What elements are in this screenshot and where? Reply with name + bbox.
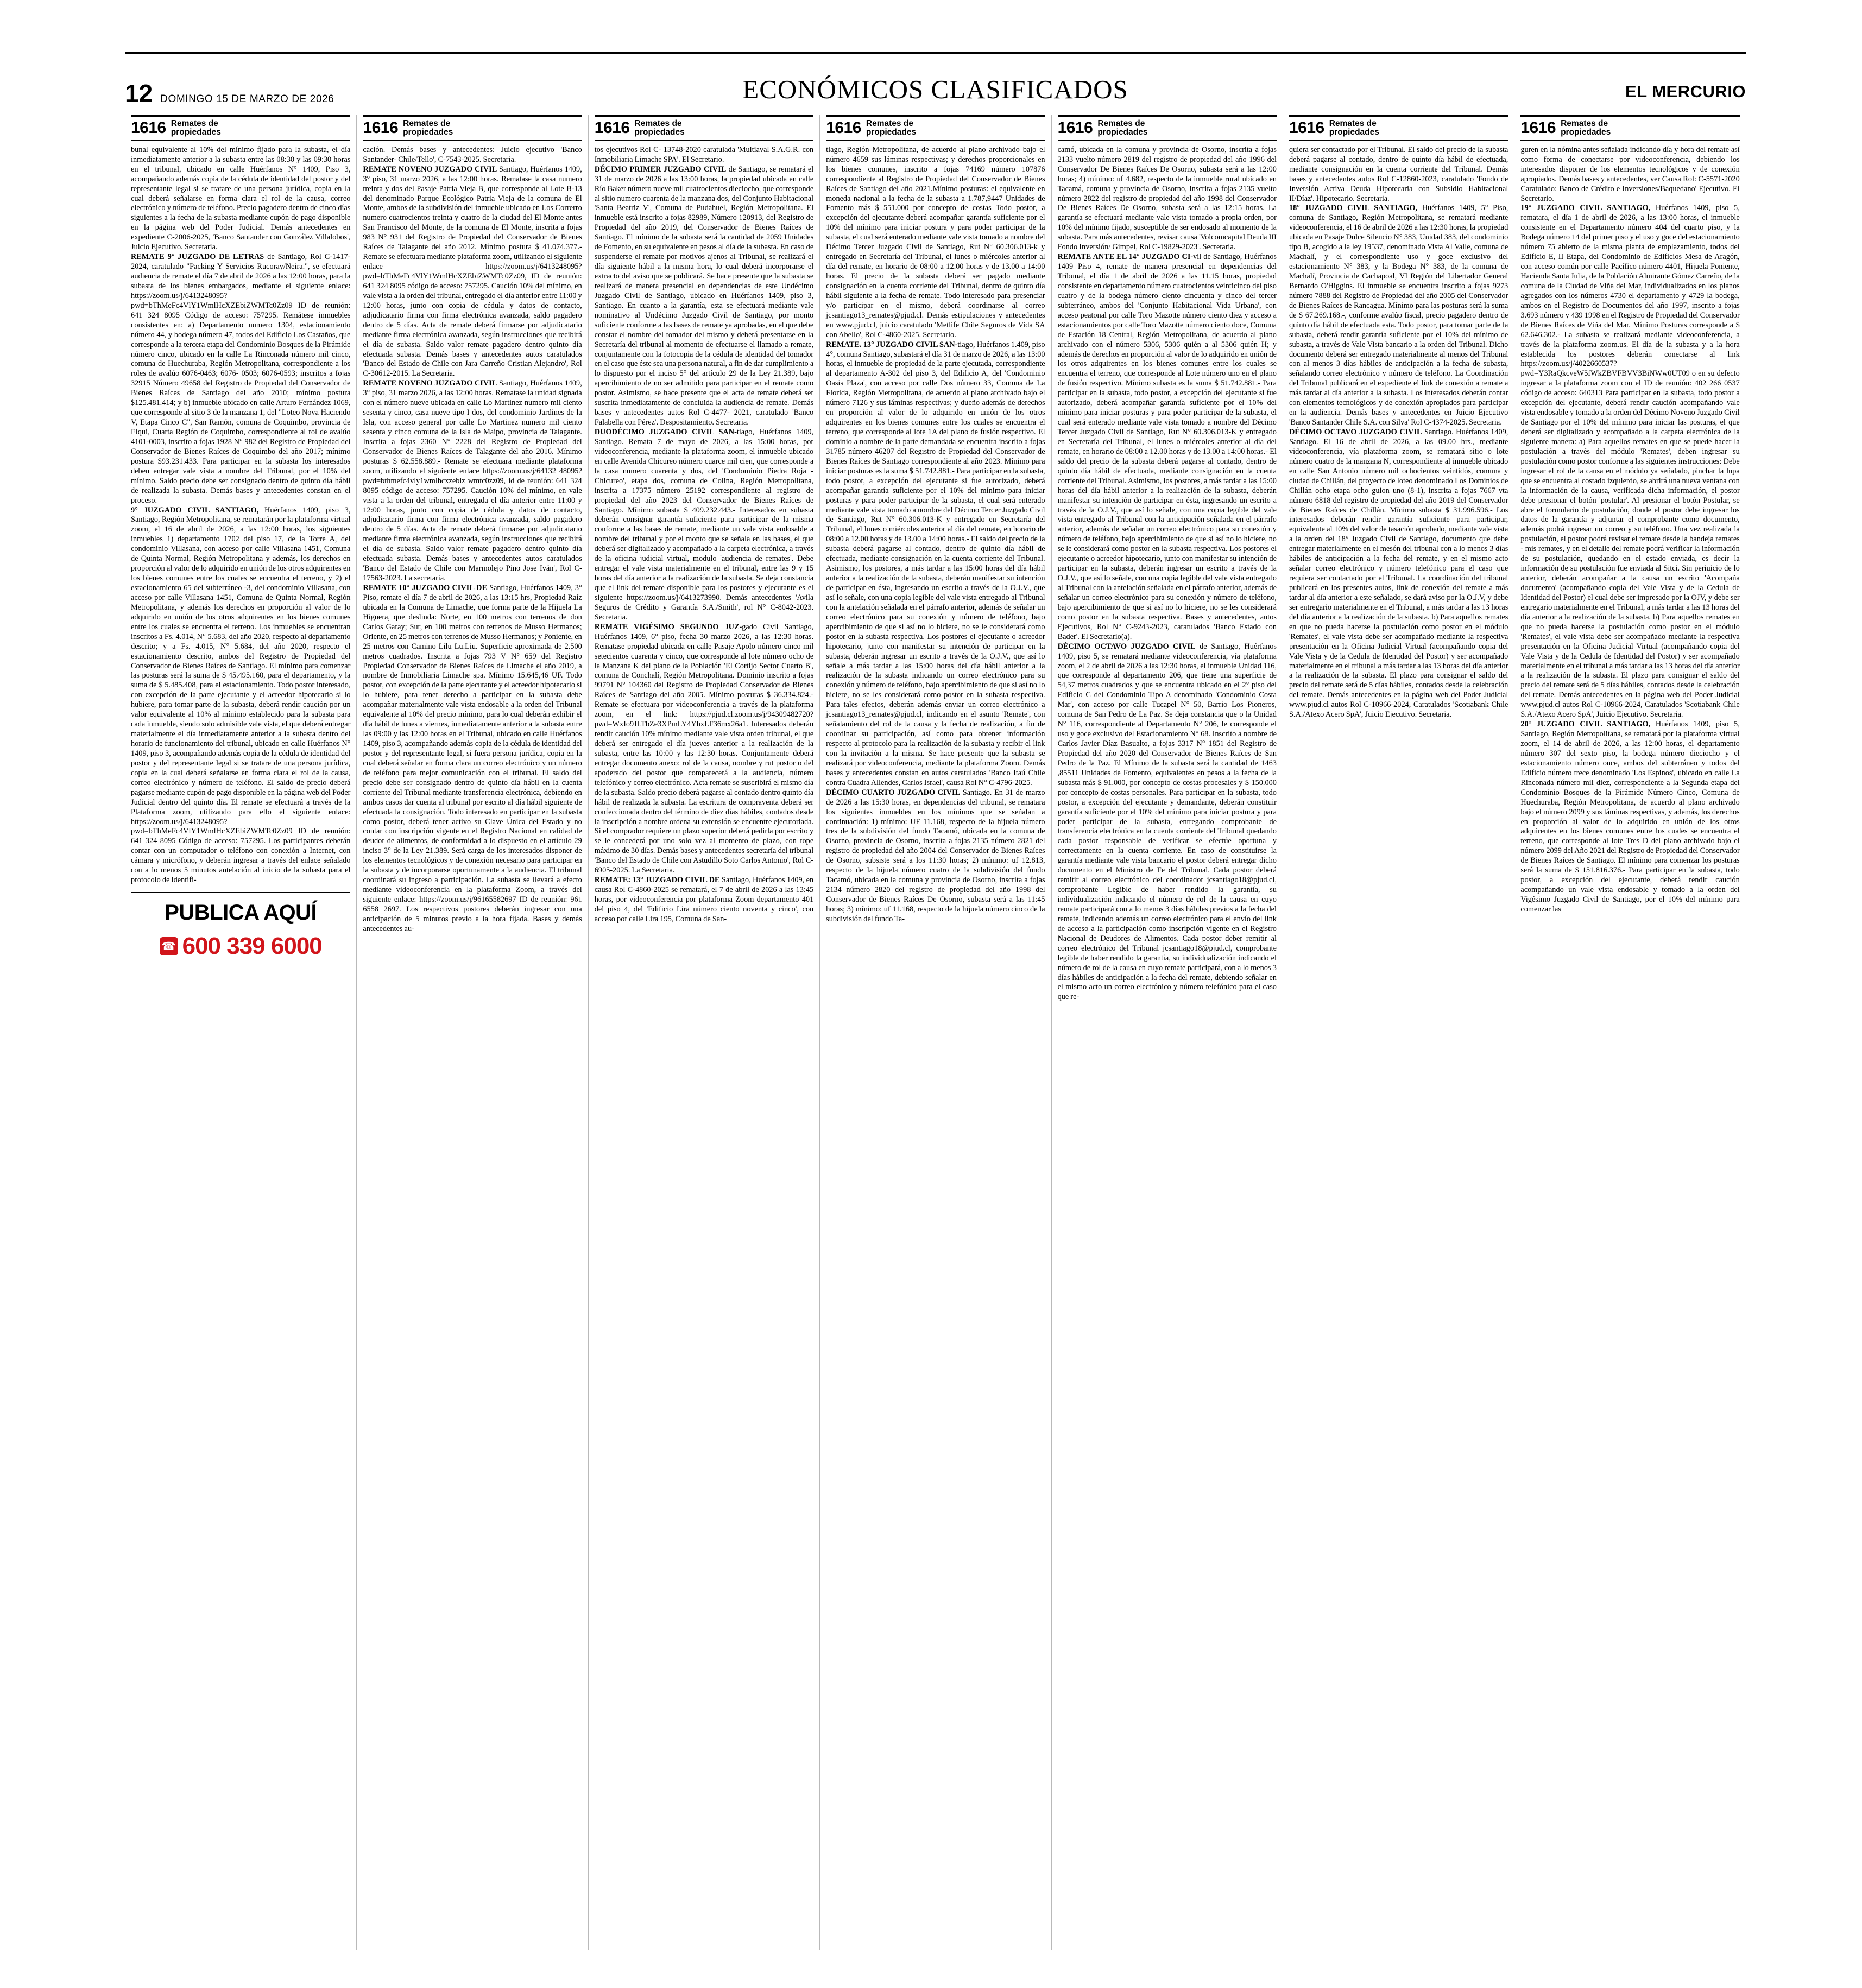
listing-lead: REMATE VIGÉSIMO SEGUNDO JUZ- [594, 622, 742, 631]
listing-lead: REMATE NOVENO JUZGADO CIVIL [363, 379, 497, 388]
listing-text: tiago, Región Metropolitana, de acuerdo al plano archivado bajo el número 4659 sus láminas respectivas; y derechos proporcionales en los bienes comunes, inscrito a fojas 74169 número 107876 correspondiente al Registro de Propiedad del Conservador de Bienes Raíces de Santiago del año 2021.Mínimo posturas: el equivalente en moneda nacional a la fecha de la subasta a 1.787,9447 Unidades de Fomento más $ 551.000 por concepto de costas Todo postor, a excepción del ejecutante deberá acompañar garantía suficiente por el 10% del mínimo para iniciar postura y para poder participar de la subasta, el cual será enterado mediante vale vista tomado a nombre del Décimo Tercer Juzgado Civil de Santiago, Rut N° 60.306.013-k y entregado en Secretaría del Tribunal, el lunes o miércoles anterior al día del remate, en horario de 08:00 a 12.00 horas y de 13.00 a 14:00 horas. El precio de la subasta deberá ser pagado mediante consignación en la cuenta corriente del Tribunal, dentro de quinto día hábil siguiente a la fecha de remate. Todo interesado para presenciar y/o participar en el mismo, deberá coordinarse al correo jcsantiago13_remates@pjud.cl. Demás estipulaciones y antecedentes en www.pjud.cl, juicio caratulado 'Metlife Chile Seguros de Vida SA con Abello', Rol C-4860-2025. Secretario. [826, 145, 1045, 339]
listing-lead: DUODÉCIMO JUZGADO CIVIL SAN- [594, 428, 737, 437]
column-5 [1051, 115, 1283, 1950]
section-label-line2: propiedades [1561, 128, 1611, 137]
section-label-line1: Remates de [634, 119, 682, 128]
publication-name: EL MERCURIO [1625, 82, 1746, 101]
section-label-line2: propiedades [634, 128, 685, 137]
listing-text: tos ejecutivos Rol C- 13748-2020 caratulada 'Multiaval S.A.G.R. con Inmobiliaria Limache SPA'. El Secretario. [594, 145, 814, 164]
listing-lead: 19° JUZGADO CIVIL SANTIAGO, [1520, 204, 1651, 213]
section-label [403, 119, 453, 137]
listing-text: Huérfanos 1409, 5° Piso, comuna de Santiago, Región Metropolitana, se rematará mediante videoconferencia, el 16 de abril de 2026 a las 12:30 horas, la propiedad ubicada en Pasaje Dulce Silencio N° 383, Unidad 383, del condominio tipo B, acogido a la ley 19537, denominado Vista Al Valle, comuna de Machalí, y el correspondiente uso y goce exclusivo del estacionamiento N° 383, y la Bodega N° 383, de la comuna de Machalí, Provincia de Cachapoal, VI Región del Libertador General Bernardo O'Higgins. El inmueble se encuentra inscrito a fojas 9273 número 7888 del Registro de Propiedad del año 2005 del Conservador de Bienes Raíces de Rancagua. Mínimo para las posturas será la suma de $ 67.269.168.-, conforme avalúo fiscal, precio pagadero dentro de quinto día hábil de efectuada esta. Todo postor, para tomar parte de la subasta, deberá rendir garantía suficiente por el 10% del mínimo de subasta, a través de Vale Vista bancario a la orden del Tribunal. Dicho documento deberá ser entregado materialmente al menos del Tribunal con al menos 3 días hábiles de anticipación a la fecha de subasta, señalando correo electrónico y número de teléfono. La Coordinación del Tribunal publicará en el expediente el link de conexión a remate a más tardar al día anterior a la subasta. Los interesados deberán contar con elementos tecnológicos y de conexión apropiados para participar en la audiencia. Demás bases y antecedentes en Juicio Ejecutivo 'Banco Santander Chile S.A. con Silva' Rol C-4374-2025. Secretaria. [1289, 204, 1508, 427]
ad-listing [1520, 204, 1739, 720]
ad-listing [1058, 252, 1277, 642]
section-header [1058, 115, 1277, 141]
listing-lead: 20° JUZGADO CIVIL SANTIAGO, [1520, 720, 1651, 729]
listing-text: tiago, Huérfanos 1409, Santiago. Remata 7 de mayo de 2026, a las 15:00 horas, por videoconferencia, mediante la plataforma zoom, el inmueble ubicado en calle Avenida Chicureo número cuarce mil cien, que corresponde a la casa numero cuarenta y dos, del 'Condominio Piedra Roja - Chicureo', etapa dos, comuna de Colina, Región Metropolitana, inscrita a 17375 número 25192 correspondiente al registro de propiedad del año 2023 del Conservador de Bienes Raíces de Santiago. Mínimo subasta $ 409.232.443.- Interesados en subasta deberán consignar garantía suficiente para participar de la misma conforme a las bases de remate, mediante un vale vista endosable a nombre del tribunal y por el monto que se señala en las bases, el que deberá ser digitalizado y acompañado a la carpeta electrónica, a través de la oficina judicial virtual, modulo 'audiencia de remates'. Debe entregar el vale vista materialmente en el tribunal, entre las 9 y 15 horas del día anterior a la realización de la subasta. Se deja constancia que el link del remate disponible para los postores y ejecutante es el siguiente https://zoom.us/j/6413273990. Demás antecedentes 'Avila Seguros de Crédito y Garantía S.A./Smith', rol N° C-8042-2023. Secretaria. [594, 428, 814, 622]
listing-lead: REMATE 9° JUZGADO DE LETRAS [131, 252, 264, 262]
section-label [635, 119, 685, 137]
column-4-body [826, 145, 1045, 925]
listing-text: tiago, Huérfanos 1.409, piso 4°, comuna Santiago, subastará el día 31 de marzo de 2026, a las 13:00 horas, el inmueble de propiedad de la parte ejecutada, correspondiente al departamento A-302 del piso 3, del Edificio A, del 'Condominio Oasis Plaza', con acceso por calle Dos número 33, Comuna de La Florida, Región Metropolitana, de acuerdo al plano archivado bajo el número 7126 y sus láminas respectivas; y dueño además de derechos en proporción al valor de lo adquirido en unión de los otros adquirentes en los bienes comunes entre los cuales se encuentra el terreno, que corresponde al lote 1A del plano de fusión respectivo. El dominio a nombre de la parte demandada se encuentra inscrito a fojas 31785 número 46207 del Registro de Propiedad del Conservador de Bienes Raíces de Santiago correspondiente al año 2023. Mínimo para iniciar posturas es la suma $ 51.742.881.- Para participar en la subasta, todo postor, a excepción del ejecutante si fue autorizado, deberá acompañar garantía suficiente por el 10% del mínimo para iniciar posturas y para poder participar de la subasta, el cual será enterado mediante vale vista tomado a nombre del Décimo Tercer Juzgado Civil de Santiago, Rut N° 60.306.013-K y entregado en Secretaría del Tribunal, el lunes o miércoles anterior al día del remate, en horario de 08:00 a 12.00 horas y de 13.00 a 14:00 horas.- El saldo del precio de la subasta deberá pagarse al contado, dentro de quinto día hábil de efectuada, mediante consignación en la cuenta corriente del Tribunal. Asimismo, los postores, a más tardar a las 15:00 horas del día hábil anterior a la realización de la subasta, deberán manifestar su intención de participar en ésta, ingresando un escrito a través de la O.J.V., que así lo señale, con una copia legible del vale vista entregado al Tribunal con la antelación señalada en el párrafo anterior, además de señalar un correo electrónico para su conexión y número de teléfono, bajo apercibimiento de que si así no lo hiciere, no se le considerará como postor en la subasta respectiva. Los postores el ejecutante o acreedor hipotecario, junto con manifestar su intención de participar en la subasta, deberán ingresar un escrito a través de la O.J.V., que así lo señale a más tardar a las 15:00 horas del día hábil anterior a la realización de la subasta indicando un correo electrónico para su conexión y número de teléfono, bajo apercibimiento de que si así no lo hiciere, no se les considerará como postor en la subasta respectiva. Para tales efectos, deberán además enviar un correo electrónico a jcsantiago13_remates@pjud.cl, indicando en el asunto 'Remate', con señalamiento del rol de la causa y la fecha de realización, a fin de coordinar su participación, así como para obtener información respecto al protocolo para la realización de la subasta y recibir el link con la invitación a la misma. Se hace presente que la subasta se realizará por videoconferencia, mediante la plataforma Zoom. Demás bases y antecedentes constan en autos caratulados 'Banco Itaú Chile contra Cuadra Allendes, Carlos Israel', causa Rol N° C-4796-2025. [826, 340, 1045, 787]
section-label-line2: propiedades [1097, 128, 1148, 137]
listing-lead: DÉCIMO PRIMER JUZGADO CIVIL [594, 164, 727, 174]
section-label-line2: propiedades [171, 128, 221, 137]
section-label-line1: Remates de [866, 119, 913, 128]
listing-text: gado Civil Santiago, Huérfanos 1409, 6° piso, fecha 30 marzo 2026, a las 12:30 horas. Rematase propiedad ubicada en calle Pasaje Apolo número cinco mil setecientos cuarenta y cinco, que corresponde al lote número ocho de la Manzana K del plano de la Población 'El Cortijo Sector Cuarto B', comuna de Conchalí, Región Metropolitana. Dominio inscrito a fojas 99791 N° 104360 del Registro de Propiedad Conservador de Bienes Raíces de Santiago del año 2005. Mínimo posturas $ 36.334.824.- Remate se efectuara por videoconferencia a través de la plataforma zoom, en el link: https://pjud.cl.zoom.us/j/94309482720?pwd=WxIo9JLTbZe3XPmLY4YhxLF36mx26a1. Interesados deberán rendir caución 10% mínimo mediante vale vista orden tribunal, el que deberá ser entregado el día jueves anterior a la realización de la subasta, entre las 10:00 y las 12:30 horas. Conjuntamente deberá entregar documento anexo: rol de la causa, nombre y rut postor o del apoderado del postor que comparecerá a la audiencia, número telefónico y correo electrónico. Acta remate se suscribirá el mismo día de la subasta. Saldo precio deberá pagarse al contado dentro quinto día hábil de realizada la subasta. La escritura de compraventa deberá ser confeccionada dentro del término de diez días hábiles, contados desde la inscripción a nombre ordena su extensión se encuentre ejecutoriada. Si el comprador requiere un plazo superior deberá pedirla por escrito y se le concederá por uno solo vez al momento de plazo, con tope máximo de 30 días. Demás bases y antecedentes secretaría del tribunal 'Banco del Estado de Chile con Astudillo Soto Carlos Antonio', Rol C-6905-2025. La Secretaria. [594, 622, 814, 875]
house-ad-title: PUBLICA AQUÍ [165, 901, 317, 925]
section-number: 1616 [1289, 119, 1324, 137]
listing-text: bunal equivalente al 10% del mínimo fijado para la subasta, el día inmediatamente anterior a la subasta entre las 08:30 y las 09:30 horas en el tribunal, ubicado en calle Huérfanos N° 1409, Piso 3, acompañando además copia de la cédula de identidad del postor y del representante legal si se tratare de una persona jurídica, copia en la cual deberá señalarse en forma clara el rol de la causa, correo electrónico y número de teléfono. Precio pagadero dentro de cinco días siguientes a la fecha de la subasta mediante cupón de pago disponible en la página web del Poder Judicial. Demás antecedentes en expediente C-2006-2025, 'Banco Santander con González Villalobos', Juicio Ejecutivo. Secretaria. [131, 145, 351, 252]
section-number: 1616 [131, 119, 166, 137]
ad-listing [1289, 204, 1508, 428]
section-number: 1616 [594, 119, 630, 137]
masthead [125, 52, 1746, 106]
ad-listing [1289, 428, 1508, 720]
listing-text: cación. Demás bases y antecedentes: Juicio ejecutivo 'Banco Santander- Chile/Tello', C-7543-2025. Secretaria. [363, 145, 582, 164]
listing-lead: REMATE ANTE EL 14° JUZGADO CI- [1057, 252, 1194, 262]
listing-lead: REMATE 10° JUZGADO CIVIL DE [363, 584, 487, 593]
listing-text: Santiago. En 31 de marzo de 2026 a las 15:30 horas, en dependencias del tribunal, se rematara los siguientes inmuebles en los mínimos que se señalan a continuación: 1) mínimo: UF 11.168, respecto de la hijuela número tres de la subdivisión del fundo Tacamó, ubicada en la comuna de Osorno, provincia de Osorno, inscrita a fojas 2135 número 2821 del registro de propiedad del año 2004 del Conservador de Bienes Raíces de Osorno, subsiste será a los 11:30 horas; 2) mínimo: uf 12.813, respecto de la hijuela número cuatro de la subdivisión del fundo Tacamó, ubicada en la comuna y provincia de Osorno, inscrita a fojas 2134 número 2820 del registro de propiedad del año 1998 del Conservador de Bienes Raíces De Osorno, subasta será a las 11:45 horas; 3) mínimo: uf 11.168, respecto de la hijuela número cinco de la subdivisión del fundo Ta- [826, 788, 1045, 923]
ad-listing [595, 876, 813, 925]
column-1-body [131, 145, 350, 885]
section-label [1329, 119, 1379, 137]
section-label-line1: Remates de [403, 119, 451, 128]
classifieds-columns [125, 115, 1746, 1950]
section-label-line1: Remates de [171, 119, 218, 128]
column-3-body [595, 145, 813, 925]
listing-text: de Santiago, Huérfanos 1409, piso 5, se rematará mediante videoconferencia, vía plataforma zoom, el 2 de abril de 2026 a las 12:30 horas, el inmueble Unidad 116, que corresponde al departamento 206, que tiene una superficie de 54,37 metros cuadrados y que se encuentra ubicado en el 2° piso del Edificio C del Condominio Tipo A denominado 'Condominio Costa Mar', con acceso por calle Tucapel N° 50, Barrio Los Pioneros, comuna de San Pedro de La Paz. Se deja constancia que o la Unidad N° 116, correspondiente al Departamento N° 206, le corresponde el uso y goce exclusivo del Estacionamiento N° 68. Inscrito a nombre de Carlos Javier Díaz Basualto, a fojas 3317 N° 1851 del Registro de Propiedad del año 2020 del Conservador de Bienes Raíces de San Pedro de la Paz. El Mínimo de la subasta será la cantidad de 1463 ,85511 Unidades de Fomento, equivalentes en pesos a la fecha de la subasta más $ 91.000, por concepto de costas procesales y $ 150.000 por concepto de costas personales. Para participar en la subasta, todo postor, a excepción del ejecutante y demandante, deberán constituir garantía suficiente por el 10% del mínimo para iniciar postura y para poder participar de la subasta, entregando comprobante de transferencia electrónica en la cuenta corriente del Tribunal quedando cada postor responsable de verificar se efectúe oportuna y correctamente en la cuenta corriente. En caso de constituirse la garantía mediante vale vista bancario el postor deberá entregar dicho documento en el Ministro de Fe del Tribunal. Cada postor deberá remitir al correo electrónico del coordinador jcsantiago18@pjud.cl, comprobante Legible de haber rendido la garantía, su individualización indicando el número de rol de la causa en cuyo remate participará con a lo menos 3 días hábiles previos a la fecha del remate, indicando además un correo electrónico para el envío del link de acceso a la participación como inscripción vigente en el Registro Nacional de Deudores de Alimentos. Cada postor deber remitir al correo electrónico del Tribunal jcsantiago18@pjud.cl, comprobante legible de haber rendido la garantía, su individualización indicando el número de rol de la causa en cuyo remate participará, con a lo menos 3 días hábiles de anticipación a la fecha del remate, debiendo señalar en el mismo acto un correo electrónico y número telefónico para el caso que re- [1057, 642, 1277, 1002]
column-4 [819, 115, 1051, 1950]
column-1 [125, 115, 356, 1950]
section-title: ECONÓMICOS CLASIFICADOS [742, 74, 1128, 104]
section-label [866, 119, 916, 137]
listing-lead: 18° JUZGADO CIVIL SANTIAGO, [1289, 204, 1418, 213]
page-number: 12 [125, 79, 153, 107]
listing-lead: 9° JUZGADO CIVIL SANTIAGO, [131, 505, 259, 515]
section-label-line1: Remates de [1561, 119, 1608, 128]
section-number: 1616 [363, 119, 399, 137]
listing-text: quiera ser contactado por el Tribunal. El saldo del precio de la subasta deberá pagarse al contado, dentro de quinto día hábil de efectuada, mediante consignación en la cuenta corriente del Tribunal. Demás bases y antecedentes autos Rol C-12860-2023, caratulado 'Fondo de Inversión Activa Deuda Hipotecaria con Subsidio Habitacional II/Díaz'. Hipotecario. Secretaria. [1289, 145, 1508, 203]
column-3 [588, 115, 819, 1950]
ad-listing [1058, 642, 1277, 1003]
ad-listing [595, 165, 813, 428]
listing-text: Santiago, Huérfanos 1409, 3° piso, 31 marzo 2026, a las 12:00 horas. Rematase la unidad signada con el número nueve ubicada en calle Lo Martinez numero mil ciento sesenta y cinco, casa nueve tipo I dos, del condominio Jardines de la Isla, con acceso general por calle Lo Martinez numero mil ciento sesenta y cinco comuna de la Isla de Maipo, provincia de Talagante. Inscrita a fojas 2360 N° 2228 del Registro de Propiedad del Conservador de Bienes Raíces de Talagante del año 2016. Mínimo posturas $ 62.558.889.- Remate se efectuara mediante plataforma zoom, utilizando el siguiente enlace https://zoom.us/j/64132 48095?pwd=bthmefc4vly1wmlhcxzebiz wmtc0zz09, id de reunión: 641 324 8095 código de acceso: 757295. Caución 10% del mínimo, en vale vista a la orden del tribunal, entregada el día anterior entre 11:00 y 12:00 horas, junto con copia de cédula y datos de contacto, adjudicatario firma con firma electrónica avanzada, saldo pagadero dentro de 5 días. Acta de remate deberá firmarse por adjudicatario mediante firma electrónica avanzada, según instrucciones que recibirá el día de subasta. Saldo valor remate pagadero dentro quinto día efectuada subasta. Demás bases y antecedentes autos caratulados 'Banco del Estado de Chile con Marmolejo Pino Jose Iván', Rol C-17563-2023. La secretaria. [363, 379, 582, 583]
section-label [1097, 119, 1147, 137]
section-label-line2: propiedades [1329, 128, 1379, 137]
house-ad[interactable] [131, 892, 350, 960]
ad-listing [826, 340, 1045, 788]
listing-text: guren en la nómina antes señalada indicando día y hora del remate así como forma de conectarse por videoconferencia, debiendo los interesados disponer de los elementos tecnológicos y de conexión apropiados. Demás bases y antecedentes, ver Causa Rol: C-5571-2020 Caratulado: Banco de Crédito e Inversiones/Baquedano' Ejecutivo. El Secretario. [1520, 145, 1740, 203]
column-2 [356, 115, 588, 1950]
ad-listing [1520, 145, 1739, 204]
ad-listing [131, 252, 350, 505]
section-label-line2: propiedades [403, 128, 453, 137]
listing-text: Santiago, Huérfanos 1409, 3° Piso, remate el día 7 de abril de 2026, a las 13:15 hrs, Propiedad Raíz ubicada en la Comuna de Limache, que forma parte de la Hijuela La Higuera, que deslinda: Norte, en 100 metros con terrenos de don Carlos Garay; Sur, en 100 metros con terrenos de Musso Hermanos; Oriente, en 25 metros con terrenos de Musso Hermanos; y Poniente, en 25 metros con Camino Lilu Lu.Liu. Superficie aproximada de 2.500 metros cuadrados. Inscrita a fojas 793 V N° 659 del Registro Propiedad Conservador de Bienes Raíces de Limache el año 2019, a nombre de Inmobiliaria Limache spa. Mínimo 15.645,46 UF. Todo postor, con excepción de la parte ejecutante y el acreedor hipotecario si lo hubiere, para tener derecho a participar en la subasta debe acompañar materialmente vale vista endosable a la orden del Tribunal equivalente al 10% del precio mínimo, para lo cual deberán exhibir el día hábil de lunes a viernes, inmediatamente anterior a la subasta entre las 09:00 y las 12:00 horas en el Tribunal, ubicado en calle Huérfanos 1409, piso 3, acompañando además copia de la cédula de identidad del postor y del representante legal, si fuera persona jurídica, copia en la cual deberá señalar en forma clara un correo electrónico y un número de teléfono para mejor comunicación con el tribunal. El saldo del precio debe ser consignado dentro de quinto día hábil en la cuenta corriente del Tribunal mediante transferencia electrónica, debiendo en ambos casos dar cuenta al tribunal por escrito al día hábil siguiente de efectuada la consignación. Todo interesado en participar en la subasta como postor, deberá tener activo su Clave Única del Estado y no contar con inscripción vigente en el Registro Nacional en calidad de deudor de alimentos, de conformidad a lo dispuesto en el artículo 29 inciso 3° de la Ley 21.389. Será carga de los interesados disponer de los elementos tecnológicos y de conexión necesario para participar en la subasta y de incorporarse oportunamente a la audiencia. El tribunal coordinará su ingreso a participación. La subasta se llevará a efecto mediante videoconferencia en la plataforma Zoom, a través del siguiente enlace: https://zoom.us/j/96165582697 ID de reunión: 961 6558 2697. Los respectivos postores deberán ingresar con una anticipación de 5 minutos previo a la hora fijada. Bases y demás antecedentes au- [363, 584, 582, 933]
section-number: 1616 [1520, 119, 1556, 137]
section-header [1289, 115, 1508, 141]
house-ad-phone: 600 339 6000 [182, 933, 322, 960]
listing-lead: DÉCIMO CUARTO JUZGADO CIVIL [826, 788, 961, 797]
ad-listing [1289, 145, 1508, 204]
ad-listing [826, 788, 1045, 925]
section-header [826, 115, 1045, 141]
listing-text: Huérfanos 1409, piso 5, rematara, el día 1 de abril de 2026, a las 13:00 horas, el inmueble consistente en el Departamento número 404 del cuarto piso, y la Bodega número 14 del primer piso y el uso y goce del estacionamiento número 75 abierto de la misma planta de emplazamiento, todos del Edificio E, II Etapa, del Condominio de Edificios Mesa de Aragón, con acceso común por calle Pacífico número 4401, Hijuela Poniente, Hacienda Santa Julia, de la Población Almirante Gómez Carreño, de la comuna de la Ciudad de Viña del Mar, individualizados en los planos agregados con los números 4730 el departamento y 4729 la bodega, ambos en el Registro de Documentos del año 1997, inscrito a fojas 3.693 número y 439 1998 en el Registro de Propiedad del Conservador de Bienes Raíces de Viña del Mar. Mínimo Posturas corresponde a $ 62.646.302.- La subasta se realizará mediante videoconferencia, a través de la plataforma zoom.us. El día de la subasta y a la hora establecida los postores deberán conectarse al link https://zoom.us/j/4022660537?pwd=Y3RaQkcveW5fWkZBVFBVV3BiNWw0UT09 o en su defecto ingresar a la plataforma zoom con el ID de reunión: 402 266 0537 código de acceso: 640313 Para participar en la subasta, todo postor a excepción del ejecutante, deberá rendir caución acompañando vale vista endosable y tomado a la orden del Décimo Noveno Juzgado Civil de Santiago por el 10% del mínimo para iniciar las posturas, el que deberá ser digitalizado y acompañado a la carpeta electrónica de la siguiente manera: a) Para aquellos remates en que se puede hacer la postulación a través del módulo 'Remates', deben ingresar su postulación como postor conforme a las siguientes instrucciones: Debe ingresar el rol de la causa en el módulo ya señalado, pinchar la lupa que se encuentra al costado izquierdo, se abrirá una nueva ventana con la información de la causa, verificada dicha información, el postor debe presionar el botón 'postular'. Al presionar el botón Postular, se abre el formulario de postulación, donde el postor debe ingresar los datos de la garantía y adjuntar el comprobante como documento, además podrá ingresar un correo y su teléfono. Una vez realizada la postulación, el postor podrá revisar el remate desde la bandeja remates - mis remates, y en el detalle del remate podrá verificar la información de su postulación, quedando en el estado enviada, es decir la información de su postulación fue enviada al Sitci. Sin periuicio de lo anterior, deberán acompañar a la causa un escrito 'Acompaña documento' (acompañando copia del Vale Vista y de la Cedula de Identidad del Postor) el cual debe ser impresado por la OJV, y debe ser entregario materialmente en el Tribunal, a más tardar a las 13 horas del día anterior a la realización de la subasta. b) Para aquellos remates en que no pueda hacerse la postulación como postor en el módulo 'Remates', el vale vista debe ser acompañado mediante la respectiva presentación en la Oficina Judicial Virtual (acompañando copia del Vale Vista y de la Cedula de Identidad del Postor) y ser acompañado materialmente en el tribunal a más tardar a las 13 horas del día anterior a la realización de la subasta. El plazo para consignar el saldo del precio del remate será de 5 días hábiles, contados desde la celebración del remate. Demás antecedentes en la página web del Poder Judicial www.pjud.cl autos Rol C-10966-2024, Caratulados 'Scotiabank Chile S.A./Atexo Acero SpA', Juicio Ejecutivo. Secretaria. [1520, 204, 1740, 719]
section-label [171, 119, 221, 137]
section-label-line1: Remates de [1329, 119, 1377, 128]
listing-lead: DÉCIMO OCTAVO JUZGADO CIVIL [1057, 642, 1196, 651]
section-header [595, 115, 813, 141]
ad-listing [363, 379, 582, 584]
house-ad-phone-row [131, 933, 350, 960]
ad-listing [595, 623, 813, 876]
section-label-line1: Remates de [1097, 119, 1145, 128]
column-6-body [1289, 145, 1508, 720]
phone-icon: ☎ [160, 937, 178, 955]
ad-listing [131, 145, 350, 252]
listing-lead: REMATE. 13° JUZGADO CIVIL SAN- [826, 340, 958, 349]
listing-text: Huérfanos 1409, piso 3, Santiago, Región Metropolitana, se rematarán por la plataforma virtual zoom, el 16 de abril de 2026, a las 12:00 horas, los siguientes inmuebles 1) departamento 1702 del piso 17, de la Torre A, del condominio Villasana, con acceso por calle Villasana 1451, Comuna de Quinta Normal, Región Metropolitana y además, los derechos en proporción al valor de lo adquirido en unión de los otros adquirentes en los bienes comunes entre los cuales se encuentra el terreno, y 2) el estacionamiento 65 del subterráneo -3, del condominio Villasana, con acceso por calle Villasana 1451, Comuna de Quinta Normal, Región Metropolitana, y además los derechos en proporción al valor de lo adquirido en unión de los otros adquirentes en los bienes comunes entre los cuales se encuentra el terreno. Los inmuebles se encuentran inscritos a Fs. 4.014, N° 5.683, del año 2020, respecto al departamento descrito; y a Fs. 4.015, N° 5.684, del año 2020, respecto el estacionamiento descrito, ambos del Registro de Propiedad del Conservador de Bienes Raíces de Santiago. El mínimo para comenzar las posturas será la suma de $ 45.495.160, para el departamento, y la suma de $ 5.485.408, para el estacionamiento. Todo postor interesado, con excepción de la parte ejecutante y el acreedor hipotecario si lo hubiere, para tomar parte de la subasta, deberá rendir caución por un valor equivalente al 10% al mínimo establecido para la subasta para cada inmueble, siendo solo admisible vale vista, el que deberá entregar materialmente el día inmediatamente anterior a la subasta dentro del horario de funcionamiento del tribunal, ubicado en calle Huérfanos N° 1409, piso 3, acompañando además copia de la cédula de identidad del postor y del representante legal si se tratare de una persona jurídica, copia en la cual deberá señalarse en forma clara el rol de la causa, correo electrónico y número de teléfono. El saldo de precio deberá pagarse mediante cupón de pago disponible en la página web del Poder Judicial dentro del quinto día. El remate se efectuará a través de la Plataforma zoom, utilizando para ello el siguiente enlace: https://zoom.us/j/6413248095?pwd=bThMeFc4VlY1WmlHcXZEbiZWMTc0Zz09 ID de reunión: 641 324 8095 Código de acceso: 757295. Los participantes deberán contar con un computador o teléfono con conexión a Internet, con cámara y micrófono, y deberán ingresar a través del enlace señalado con a lo menos 5 minutos antelación al inicio de la subasta para el protocolo de identifi- [131, 505, 351, 885]
listing-text: Santiago, Huérfanos 1409, en causa Rol C-4860-2025 se rematará, el 7 de abril de 2026 a las 13:45 horas, por videoconferencia por plataforma Zoom departamento 401 del piso 4, del 'Edificio Lira número ciento noventa y cinco', con acceso por calle Lira 195, Comuna de San- [594, 876, 814, 923]
column-6 [1283, 115, 1514, 1950]
listing-lead: REMATE NOVENO JUZGADO CIVIL [363, 164, 497, 174]
column-7-body [1520, 145, 1739, 915]
listing-lead: REMATE: 13° JUZGADO CIVIL DE [594, 876, 720, 885]
listing-text: Santiago. Huérfanos 1409, Santiago. El 16 de abril de 2026, a las 09.00 hrs., mediante videoconferencia, vía plataforma zoom, se rematará sitio o lote número cuatro de la manzana N, correspondiente al inmueble ubicado en calle San Antonio número mil ochocientos veintidós, comuna y ciudad de Chillán, del proyecto de loteo denominado Los Dominios de Chillán ocho etapa ocho guion uno (8-1), inscrita a fojas 7667 vta número 6818 del registro de propiedad del año 2019 del Conservador de Bienes Raíces de Chillán. Mínimo subasta $ 31.996.596.- Los interesados deberán rendir garantía suficiente para participar, equivalente al 10% del valor de tasación aprobado, mediante vale vista a la orden del 18° Juzgado Civil de Santiago, documento que debe entregar materialmente en el mesón del tribunal con a lo menos 3 días hábiles de anticipación a la fecha del remate, y en el mismo acto señalar correo electrónico y número telefónico para el caso que requiera ser contactado por el Tribunal. La coordinación del tribunal publicará en los presentes autos, link de conexión del remate a más tardar al día anterior a este señalado, se dará aviso por la O.J.V, y debe ser entregario materialmente en el Tribunal, a más tardar a las 13 horas del día anterior a la realización de la subasta. b) Para aquellos remates en que no pueda hacerse la postulación como postor en el módulo 'Remates', el vale vista debe ser acompañado mediante la respectiva presentación en la Oficina Judicial Virtual (acompañando copia del Vale Vista y de la Cedula de Identidad del Postor) y ser acompañado materialmente en el tribunal a más tardar a las 13 horas del día anterior a la realización de la subasta. El plazo para consignar el saldo del precio del remate será de 5 días hábiles, contados desde la celebración del remate. Demás antecedentes en la página web del Poder Judicial www.pjud.cl autos Rol C-10966-2024, Caratulados 'Scotiabank Chile S.A./Atexo Acero SpA', Juicio Ejecutivo. Secretaria. [1289, 428, 1508, 719]
section-header [1520, 115, 1739, 141]
section-header [363, 115, 582, 141]
listing-text: de Santiago, Rol C-1417-2024, caratulado "Packing Y Servicios Rucoray/Neira.", se efectuará audiencia de remate el día 7 de abril de 2026 a las 12:00 horas, para la subasta de los bienes embargados, mediante el siguiente enlace: https://zoom.us/j/6413248095?pwd=bThMeFc4VlY1WmlHcXZEbiZWMTc0Zz09 ID de reunión: 641 324 8095 Código de acceso: 757295. Remátese inmuebles consistentes en: a) Departamento numero 1304, estacionamiento número 44, y bodega número 47, todos del Edificio Los Castaños, que corresponde a la tercera etapa del Condominio Bosques de la Pirámide número cinco, ubicado en la calle La Rinconada número mil cinco, comuna de Huechuraba, Región Metropolitana, correspondiente a los roles de avalúo 6076-0463; 6076- 0503; 6076-0593; inscritos a fojas 32915 Número 49658 del Registro de Propiedad del Conservador de Bienes Raíces de Santiago del año 2010; mínimo postura $125.481.414; y b) inmueble ubicado en calle Arturo Fernández 1069, que corresponde al sitio 3 de la manzana 1, del "Loteo Nova Haciendo V, Etapa Cinco C", San Ramón, comuna de Coquimbo, provincia de Elqui, Cuarta Región de Coquimbo, correspondiente al rol de avalúo 4101-0003, inscrito a fojas 1928 N° 982 del Registro de Propiedad del Conservador de Bienes Raíces de Coquimbo del año 2017; mínimo postura $93.231.433. Para participar en la subasta los interesados deben entregar vale vista a nombre del Tribunal, por el 10% del mínimo. Saldo precio debe ser consignado dentro de quinto día hábil de realizada la subasta. Demás bases y antecedentes constan en el proceso. [131, 252, 351, 505]
listing-lead: DÉCIMO OCTAVO JUZGADO CIVIL [1289, 428, 1422, 437]
listing-text: vil de Santiago, Huérfanos 1409 Piso 4, remate de manera presencial en dependencias del Tribunal, el día 1 de abril de 2026 a las 11.15 horas, propiedad consistente en departamento número cuatrocientos veinticinco del piso cuatro y de la bodega número ciento cincuenta y cinco del tercer subterráneo, ambos del 'Conjunto Habitacional Vida Urbana', con acceso peatonal por calle Toro Mazotte número ciento diez y acceso a estacionamientos por calle Toro Mazotte número ciento doce, Comuna de Estación 18 Central, Región Metropolitana, de acuerdo al plano archivado con el número 5306, 5306 quién a al 5306 quién H; y además de derechos en proporción al valor de lo adquirido en unión de los otros adquirentes en los bienes comunes entre los cuales se encuentra el terreno, que corresponde al Lote número uno en el plano de fusión respectivo. Mínimo subasta es la suma $ 51.742.881.- Para participar en la subasta, todo postor, a excepción del ejecutante si fue autorizado, deberá acompañar garantía suficiente por el 10% del mínimo para iniciar posturas y para poder participar de la subasta, el cual será enterado mediante vale vista tomado a nombre del Décimo Tercer Juzgado Civil de Santiago, Rut N° 60.306.013-K y entregado en Secretaría del Tribunal, el lunes o miércoles anterior al día del remate, en horario de 08:00 a 12.00 horas y de 13.00 a 14:00 horas.- El saldo del precio de la subasta deberá pagarse al contado, dentro de quinto día hábil de efectuada, mediante consignación en la cuenta corriente del Tribunal. Asimismo, los postores, a más tardar a las 15:00 horas del día hábil anterior a la realización de la subasta, deberán manifestar su intención de participar en ésta, ingresando un escrito a través de la O.J.V., que así lo señale, con una copia legible del vale vista entregado al Tribunal con la anticipación señalada en el párrafo anterior, además de señalar un correo electrónico para su conexión y número de teléfono, bajo apercibimiento de que si así no lo hiciere, no se le considerará como postor en la subasta respectiva. Los postores el ejecutante o acreedor hipotecario, junto con manifestar su intención de participar en la subasta, deberán ingresar un escrito a través de la O.J.V., que así lo señale, con una copia legible del vale vista entregado al Tribunal con la antelación señalada en el párrafo anterior, además de señalar un correo electrónico para su conexión y número de teléfono, bajo apercibimiento de que si así no lo hiciere, no se les considerará como postor en la subasta respectiva. Bases y antecedentes, autos Ejecutivos, Rol N° C-9243-2023, caratulados 'Banco Estado con Bader'. El Secretario(a). [1057, 252, 1277, 641]
ad-listing [363, 165, 582, 379]
issue-date: DOMINGO 15 DE MARZO DE 2026 [160, 93, 334, 105]
ad-listing [595, 428, 813, 623]
ad-listing [1058, 145, 1277, 252]
column-5-body [1058, 145, 1277, 1003]
section-number: 1616 [826, 119, 861, 137]
listing-text: Santiago, Huérfanos 1409, 3° piso, 31 marzo 2026, a las 12:00 horas. Rematase la casa numero treinta y dos del Pasaje Patria Vieja B, que corresponde al Lote B-13 del denominado Parque Ecológico Patria Vieja de la comuna de El Monte, ambos de la subdivisión del inmueble ubicado en Los Correrro numero cuatrocientos treinta y cuatro de la ciudad del El Monte antes San Francisco del Monte, de la comuna de El Monte, inscrita a fojas 983 N° 931 del Registro de Propiedad del Conservador de Bienes Raíces de Talagante del año 2012. Mínimo postura $ 41.074.377.- Remate se efectuara mediante plataforma zoom, utilizando el siguiente enlace https://zoom.us/j/6413248095?pwd=bThMeFc4VlY1WmlHcXZEbiZWMTc0Zz09, ID de reunión: 641 324 8095 código de acceso: 757295. Caución 10% del mínimo, en vale vista a la orden del tribunal, entregado el día anterior entre 11:00 y 12:00 horas, junto con copia de cédula y datos de contacto, adjudicatario firma con firma electrónica avanzada, saldo pagadero dentro de 5 días. Acta de remate deberá firmarse por adjudicatario mediante firma electrónica avanzada, según instrucciones que recibirá el día de subasta. Saldo valor remate pagadero dentro quinto día efectuada subasta. Demás bases y antecedentes autos caratulados 'Banco del Estado de Chile con Jara Carreño Cristian Alejandro', Rol C-30612-2015. La Secretaria. [363, 164, 582, 378]
ad-listing [131, 506, 350, 886]
column-2-body [363, 145, 582, 934]
section-header [131, 115, 350, 141]
listing-text: camó, ubicada en la comuna y provincia de Osorno, inscrita a fojas 2133 vuelto número 2819 del registro de propiedad del año 1996 del Conservador De Bienes Raíces De Osorno, subasta será a las 12:00 horas; 4) mínimo: uf 4.682, respecto de la inmueble rural ubicado en Tacamá, comuna y provincia de Osorno, inscrita a fojas 2135 vuelto número 2822 del registro de propiedad del año 1998 del Conservador De Bienes Raíces De Osorno, subasta será a las 12:15 horas. La garantía se efectuará mediante vale vista tomado a propia orden, por 10% del mínimo fijado, susceptible de ser endosado al momento de la subasta. Para más antecedentes, revisar causa 'Volcomcapital Deuda III Fondo Inversión/ Gimpel, Rol C-19829-2023'. Secretaria. [1057, 145, 1277, 252]
ad-listing [363, 145, 582, 165]
section-label [1561, 119, 1611, 137]
column-7 [1514, 115, 1745, 1950]
section-label-line2: propiedades [866, 128, 917, 137]
ad-listing [1520, 720, 1739, 915]
listing-text: de Santiago, se rematará el 31 de marzo de 2026 a las 13:00 horas, la propiedad ubicada en calle Río Baker número nueve mil cuatrocientos dieciocho, que corresponde al sitio numero cuarenta de la manzana dos, del Conjunto Habitacional 'Santa Beatriz V', Comuna de Pudahuel, Región Metropolitana. El inmueble está inscrito a fojas 82989, Número 120913, del Registro de Propiedad del año 2019, del Conservador de Bienes Raíces de Santiago. El mínimo de la subasta será la cantidad de 2059 Unidades de Fomento, en su equivalente en pesos al día de la subasta. En caso de suspenderse el remate por motivos ajenos al Tribunal, se realizará el día siguiente hábil a la misma hora, lo cual deberá incorporarse el extracto del aviso que se publicará. Se hace presente que la subasta se realizará de manera presencial en dependencias de este Undécimo Juzgado Civil de Santiago, ubicado en Huérfanos 1409, piso 3, Santiago. En cuanto a la garantía, esta se efectuará mediante vale nominativo al Undécimo Juzgado Civil de Santiago, por monto suficiente conforme a las bases de remate ya aprobadas, en el que debe constar el nombre del tomador del mismo y deberá presentarse en la Secretaría del tribunal al momento de efectuarse el llamado a remate, conjuntamente con la fotocopia de la cédula de identidad del tomador en el caso que éste sea una persona natural, a fin de dar cumplimiento a lo dispuesto por el inciso 5° del artículo 29 de la Ley 21.389, bajo apercibimiento de no ser admitido para participar en el remate como postor. Asimismo, se hace presente que el acta de remate deberá ser suscrita inmediatamente de concluida la audiencia de remate. Demás bases y antecedentes autos Rol C-4477- 2021, caratulado 'Banco Falabella con Pérez'. Despositamiento. Secretaria. [594, 164, 814, 427]
section-number: 1616 [1057, 119, 1093, 137]
ad-listing [363, 584, 582, 934]
listing-text: Huérfanos 1409, piso 5, Santiago, Región Metropolitana, se rematará por la plataforma virtual zoom, el 14 de abril de 2026, a las 12:00 horas, el departamento número 307 del sexto piso, la bodega número dieciocho y el estacionamiento número once, ambos del subterráneo y todos del Edificio número trece denominado 'Los Espinos', ubicado en calle La Rinconada número mil diez, correspondiente a la Segunda etapa del Condominio Bosques de la Pirámide Número Cinco, Comuna de Huechuraba, Región Metropolitana, de acuerdo al plano archivado bajo el número 2099 y sus láminas respectivas, y además, los derechos en proporción al valor de lo adquirido en unión de los otros adquirentes en los bienes comunes entre los cuales se encuentra el terreno, que corresponde al lote Tres D del plano archivado bajo el número 2099 del Año 2021 del Registro de Propiedad del Conservador de Bienes Raíces de Santiago. El mínimo para comenzar los posturas será la suma de $ 151.816.376.- Para participar en la subasta, todo postor, a excepción del ejecutante, deberá rendir caución acompañando un vale vista endosable y tomado a la orden del Vigésimo Juzgado Civil de Santiago, por el 10% del mínimo para comenzar las [1520, 720, 1740, 914]
ad-listing [595, 145, 813, 165]
ad-listing [826, 145, 1045, 340]
